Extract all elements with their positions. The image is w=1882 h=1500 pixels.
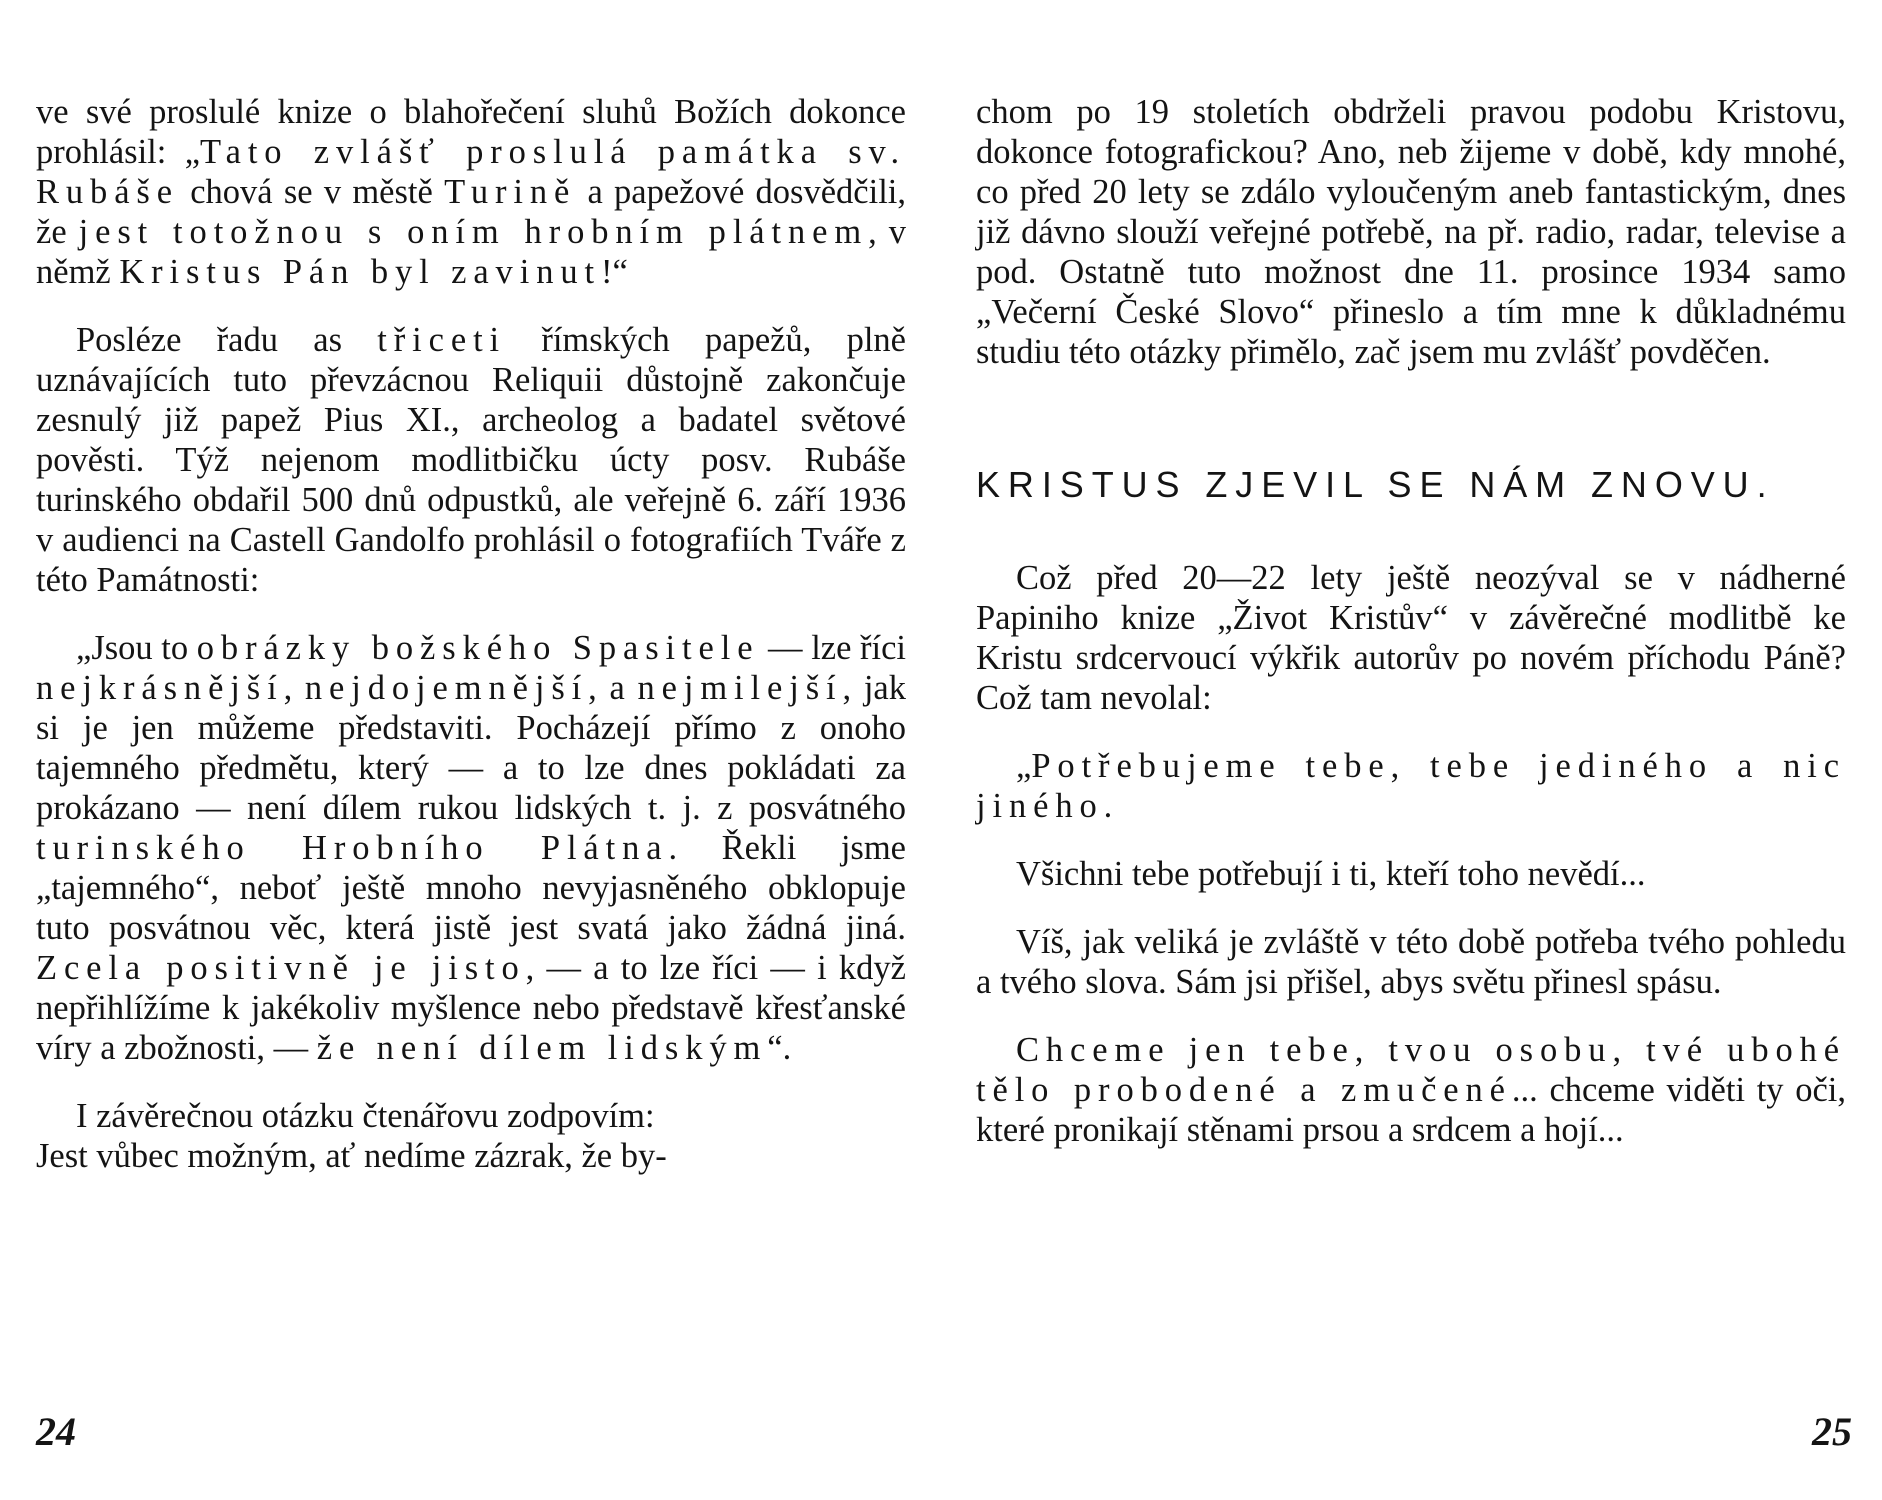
spaced-text-run: Chceme jen tebe, tvou osobu, tvé ubohé tělo probodené a zmučené	[976, 1031, 1846, 1109]
spaced-text-run: obrázky božského Spasitele	[196, 629, 760, 667]
spaced-text-run: že není dílem lidským	[316, 1029, 768, 1067]
spaced-text-run: Turině	[444, 173, 577, 211]
text-run: ... chceme viděti ty oči, které pronikají stěnami prsou a srdcem a hojí...	[976, 1071, 1846, 1149]
text-run: římských papežů, plně uznávajících tuto převzácnou Reliquii důstojně zakončuje zesnulý již papež Pius XI., archeolog a badatel světové pověsti. Týž nejenom modlitbičku úcty posv. Rubáše turinského obdařil 500 dnů odpustků, ale veřejně 6. září 1936 v audienci na Castell Gandolfo prohlásil o fotografiích Tváře z této Památnosti:	[36, 321, 906, 599]
spaced-text-run: Zcela positivně je jisto	[36, 949, 526, 987]
paragraph	[36, 1096, 906, 1136]
right-page	[976, 92, 1846, 1178]
text-run: a papežové dosvědčili, že	[36, 173, 906, 251]
text-run: Jest vůbec možným, ať nedíme zázrak, že by-	[36, 1137, 667, 1175]
paragraph	[36, 1136, 906, 1176]
text-run: „	[1016, 747, 1032, 785]
paragraph	[976, 558, 1846, 718]
paragraph	[36, 92, 906, 292]
paragraph	[36, 320, 906, 600]
spaced-text-run: turinského Hrobního Plátna	[36, 829, 669, 867]
text-run: . Řekli jsme „tajemného“, neboť ještě mnoho nevyjasněného obklopuje tuto posvátnou věc, která jistě jest svatá jako žádná jiná.	[36, 829, 906, 947]
text-run: !“	[600, 253, 628, 291]
text-run: Víš, jak veliká je zvláště v této době potřeba tvého pohledu a tvého slova. Sám jsi přišel, abys světu přinesl spásu.	[976, 923, 1846, 1001]
spaced-text-run: Tato zvlášť proslulá památka sv. Rubáše	[36, 133, 906, 211]
left-page	[36, 92, 906, 1204]
text-run: , jak si je jen můžeme představiti. Pocházejí přímo z onoho tajemného předmětu, který — a to lze dnes pokládati za prokázano — není dílem rukou lidských t. j. z posvátného	[36, 669, 906, 827]
spaced-text-run: Potřebujeme tebe, tebe jediného a nic jiného	[976, 747, 1846, 825]
paragraph	[976, 922, 1846, 1002]
spaced-text-run: nejkrásnější	[36, 669, 284, 707]
quote-paragraph	[976, 746, 1846, 826]
text-run: Všichni tebe potřebují i ti, kteří toho nevědí...	[1016, 855, 1646, 893]
text-run: chom po 19 stoletích obdrželi pravou podobu Kristovu, dokonce fotografickou? Ano, neb žijeme v době, kdy mnohé, co před 20 lety se zdálo vyloučeným aneb fantastickým, dnes již dávno slouží veřejné potřebě, na př. radio, radar, televise a pod. Ostatně tuto možnost dne 11. prosince 1934 samo „Večerní České Slovo“ přineslo a tím mne k důkladnému studiu této otázky přimělo, zač jsem mu zvlášť povděčen.	[976, 93, 1846, 371]
spaced-text-run: nejmilejší	[637, 669, 843, 707]
spaced-text-run: třiceti	[377, 321, 507, 359]
text-run: , v němž	[36, 213, 906, 291]
text-run: Což před 20—22 lety ještě neozýval se v nádherné Papiniho knize „Život Kristův“ v závěrečné modlitbě ke Kristu srdcervoucí výkřik autorův po novém příchodu Páně? Což tam nevolal:	[976, 559, 1846, 717]
text-run: chová se v městě	[178, 173, 445, 211]
spaced-text-run: Kristus Pán byl zavinut	[119, 253, 601, 291]
text-run: Posléze řadu as	[76, 321, 378, 359]
paragraph	[976, 1030, 1846, 1150]
spaced-text-run: nejdojemnější	[304, 669, 589, 707]
text-run: — lze říci	[759, 629, 907, 667]
page-number-left: 24	[36, 1409, 76, 1454]
quote-paragraph	[36, 628, 906, 1068]
text-run: , a	[588, 669, 638, 707]
text-run: „Jsou to	[76, 629, 197, 667]
spaced-text-run: jest totožnou s oním hrobním plátnem	[78, 213, 869, 251]
paragraph	[976, 854, 1846, 894]
paragraph	[976, 92, 1846, 372]
section-heading: KRISTUS ZJEVIL SE NÁM ZNOVU.	[976, 464, 1775, 505]
text-run: ,	[283, 669, 305, 707]
text-run: ve své proslulé knize o blahořečení sluhů Božích dokonce prohlásil: „	[36, 93, 906, 171]
text-run: “.	[767, 1029, 792, 1067]
text-run: .	[1103, 787, 1113, 825]
text-run: , — a to lze říci — i když nepřihlížíme k jakékoliv myšlence nebo představě křesťanské víry a zbožnosti, —	[36, 949, 906, 1067]
text-run: I závěrečnou otázku čtenářovu zodpovím:	[76, 1097, 655, 1135]
page-number-right: 25	[1812, 1409, 1852, 1454]
